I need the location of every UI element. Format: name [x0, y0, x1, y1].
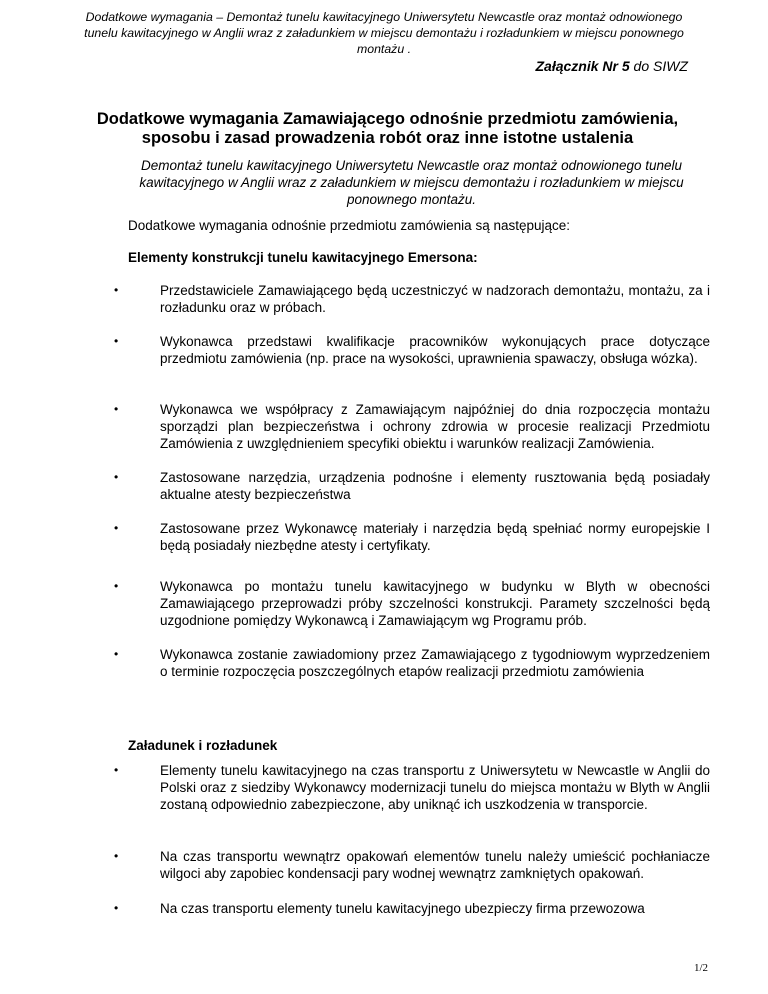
list-item: • Wykonawca we współpracy z Zamawiającym najpóźniej do dnia rozpoczęcia montażu sporządzi plan bezpieczeństwa i ochrony zdrowia w procesie realizacji Przedmiotu Zamówienia z uwzględnieniem specyfiki obiektu i warunków realizacji Zamówienia.: [112, 401, 710, 452]
list-item: • Przedstawiciele Zamawiającego będą uczestniczyć w nadzorach demontażu, montażu, za i rozładunku oraz w próbach.: [112, 282, 710, 316]
attachment-suffix: do SIWZ: [629, 58, 688, 74]
list-item: • Wykonawca przedstawi kwalifikacje pracowników wykonujących prace dotyczące przedmiotu zamówienia (np. prace na wysokości, uprawnienia spawaczy, obsługa wózka).: [112, 333, 710, 367]
list-item: • Na czas transportu elementy tunelu kawitacyjnego ubezpieczy firma przewozowa: [112, 900, 710, 917]
section-heading-loading: Załadunek i rozładunek: [128, 738, 278, 753]
attachment-number: Załącznik Nr 5: [535, 58, 630, 74]
list-item: • Wykonawca zostanie zawiadomiony przez Zamawiającego z tygodniowym wyprzedzeniem o terminie rozpoczęcia poszczególnych etapów realizacji przedmiotu zamówienia: [112, 646, 710, 680]
list-item: • Zastosowane przez Wykonawcę materiały i narzędzia będą spełniać normy europejskie I będą posiadały niezbędne atesty i certyfikaty.: [112, 520, 710, 554]
page-number: 1/2: [693, 962, 708, 974]
list-item: • Elementy tunelu kawitacyjnego na czas transportu z Uniwersytetu w Newcastle w Anglii do Polski oraz z siedziby Wykonawcy modernizacji tunelu do miejsca montażu w Blyth w Anglii zostaną odpowiednio zabezpieczone, aby uniknąć ich uszkodzenia w transporcie.: [112, 762, 710, 813]
document-subtitle: Demontaż tunelu kawitacyjnego Uniwersytetu Newcastle oraz montaż odnowionego tunelu kawitacyjnego w Anglii wraz z załadunkiem w miejscu demontażu i rozładunkiem w miejscu ponownego montażu.: [139, 158, 684, 207]
running-header: Dodatkowe wymagania – Demontaż tunelu kawitacyjnego Uniwersytetu Newcastle oraz montaż odnowionego tunelu kawitacyjnego w Anglii wraz z załadunkiem w miejscu demontażu i rozładunkiem w miejscu ponownego montażu .: [84, 10, 684, 56]
list-item: • Na czas transportu wewnątrz opakowań elementów tunelu należy umieścić pochłaniacze wilgoci aby zapobiec kondensacji pary wodnej wewnątrz zamkniętych opakowań.: [112, 848, 710, 882]
intro-text: Dodatkowe wymagania odnośnie przedmiotu zamówienia są następujące:: [128, 218, 571, 233]
list-item: • Wykonawca po montażu tunelu kawitacyjnego w budynku w Blyth w obecności Zamawiającego przeprowadzi próby szczelności konstrukcji. Paramety szczelności będą uzgodnione pomiędzy Wykonawcą i Zamawiającym wg Programu prób.: [112, 578, 710, 629]
section-heading-construction: Elementy konstrukcji tunelu kawitacyjnego Emersona:: [128, 250, 478, 265]
document-title: Dodatkowe wymagania Zamawiającego odnośnie przedmiotu zamówienia, sposobu i zasad prowadzenia robót oraz inne istotne ustalenia: [96, 110, 679, 147]
list-item: • Zastosowane narzędzia, urządzenia podnośne i elementy rusztowania będą posiadały aktualne atesty bezpieczeństwa: [112, 469, 710, 503]
attachment-label: [535, 58, 688, 74]
